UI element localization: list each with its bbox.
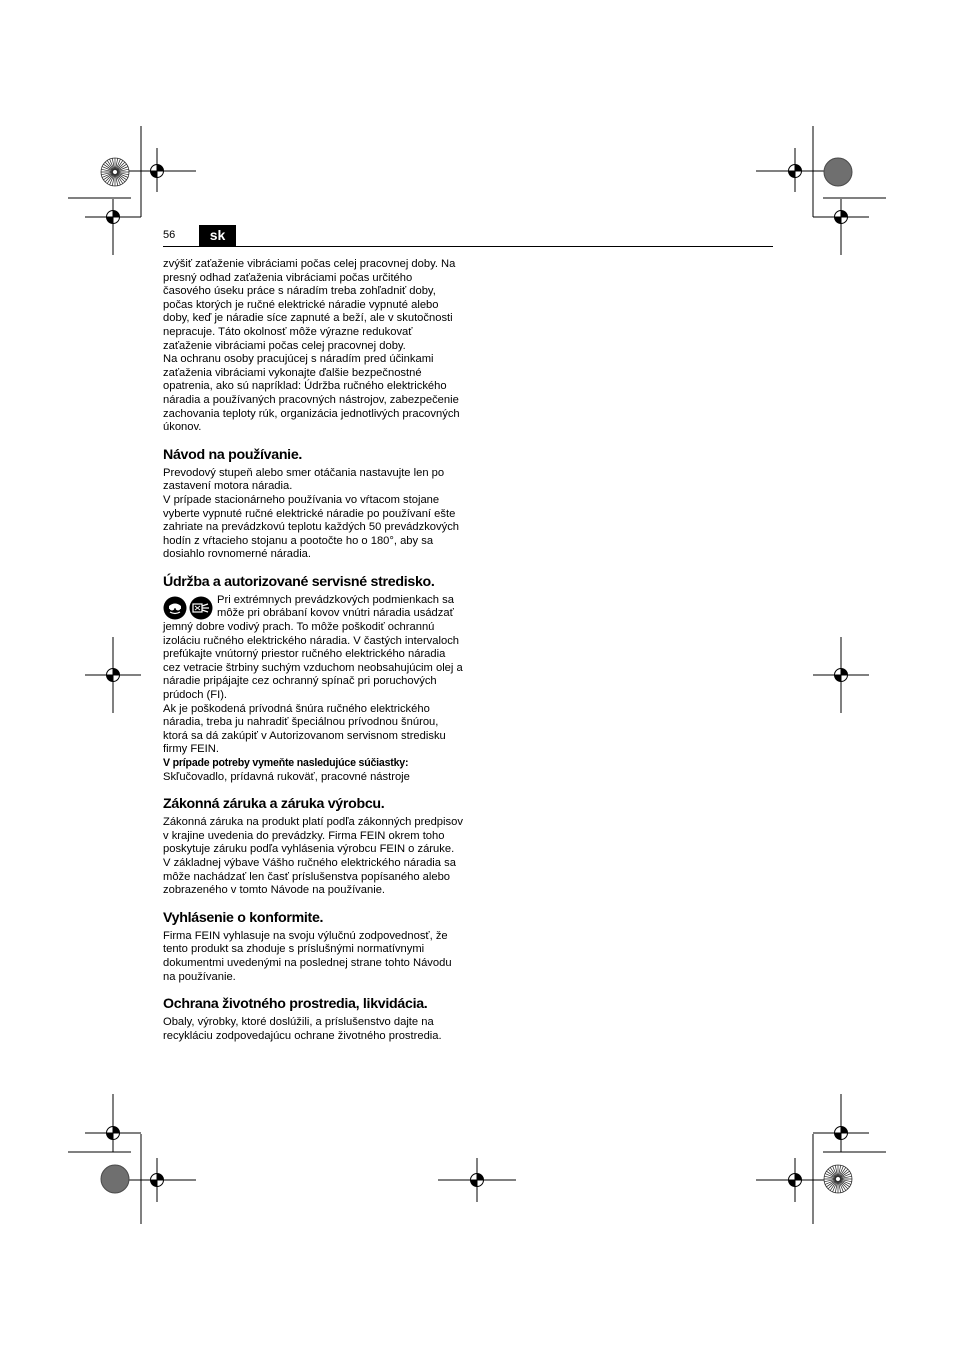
environment-paragraph: Obaly, výrobky, ktoré doslúžili, a príslušenstvo dajte na recykláciu zodpovedajúcu ochrane životného prostredia. (163, 1016, 442, 1042)
conformity-heading: Vyhlásenie o konformite. (163, 909, 324, 926)
text-column (163, 258, 463, 1043)
intro-paragraph-2: Na ochranu osoby pracujúcej s náradím pred účinkami zaťaženia vibráciami vykonajte ďalšie bezpečnostné opatrenia, ako sú napríklad: Údržba ručného elektrického náradia a používaných pracovných nástrojov, zabezpečenie zachovania teploty rúk, organizácia jednotlivých pracovných úkonov. (163, 353, 460, 434)
warranty-heading: Zákonná záruka a záruka výrobcu. (163, 796, 385, 813)
warranty-paragraph-1: Zákonná záruka na produkt platí podľa zákonných predpisov v krajine uvedenia do prevádzky. Firma FEIN okrem toho poskytuje záruku podľa vyhlásenia výrobcu FEIN o záruke. (163, 816, 463, 856)
intro-paragraph-1: zvýšiť zaťaženie vibráciami počas celej pracovnej doby. Na presný odhad zaťaženia vibráciami počas určitého časového úseku práce s náradím treba zohľadniť doby, počas ktorých je ručné elektrické náradie vypnuté alebo doby, keď je náradie síce zapnuté a beží, ale v skutočnosti nepracuje. Táto okolnosť môže výrazne redukovať zaťaženie vibráciami počas celej pracovnej doby. (163, 258, 456, 352)
maintenance-paragraph-2: Ak je poškodená prívodná šnúra ručného elektrického náradia, treba ju nahradiť špeciálnou prívodnou šnúrou, ktorá sa dá zakúpiť v Autorizovanom servisnom stredisku firmy FEIN. (163, 702, 446, 756)
maintenance-heading: Údržba a autorizované servisné stredisko. (163, 573, 435, 590)
usage-paragraph-2: V prípade stacionárneho používania vo vŕtacom stojane vyberte vypnuté ručné elektrické náradie po používaní ešte zahriate na prevádzkovú teplotu každých 50 prevádzkových hodín z vŕtacieho stojanu a pootočte ho o 180°, aby sa dosiahlo rovnomerné náradia. (163, 493, 460, 561)
safety-icons (163, 596, 213, 620)
language-tab: sk (199, 225, 236, 246)
eye-protection-icon (163, 596, 187, 620)
compressed-air-icon (189, 596, 213, 620)
parts-heading: V prípade potreby vymeňte nasledujúce súčiastky: (163, 757, 409, 769)
environment-heading: Ochrana životného prostredia, likvidácia. (163, 996, 428, 1013)
parts-list: Skľučovadlo, prídavná rukoväť, pracovné nástroje (163, 770, 410, 783)
usage-paragraph-1: Prevodový stupeň alebo smer otáčania nastavujte len po zastavení motora náradia. (163, 466, 445, 493)
page-number: 56 (163, 229, 176, 241)
maintenance-paragraph-1: Pri extrémnych prevádzkových podmienkach sa môže pri obrábaní kovov vnútri náradia usádzať jemný dobre vodivý prach. To môže poškodiť ochrannú izoláciu ručného elektrického náradia. V častých intervaloch prefúkajte vnútorný priestor ručného elektrického náradia cez vetracie štrbiny suchým vzduchom neobsahujúcim olej a náradie pripájajte cez ochranný spínač pri poruchových prúdoch (FI). (163, 593, 463, 702)
warranty-paragraph-2: V základnej výbave Vášho ručného elektrického náradia sa môže nachádzať len časť príslušenstva popísaného alebo zobrazeného v tomto Návode na používanie. (163, 856, 456, 897)
usage-heading: Návod na používanie. (163, 446, 303, 463)
header-rule (163, 246, 773, 247)
conformity-paragraph: Firma FEIN vyhlasuje na svoju výlučnú zodpovednosť, že tento produkt sa zhoduje s príslušnými normatívnymi dokumentmi uvedenými na poslednej strane tohto Návodu na používanie. (163, 929, 452, 983)
